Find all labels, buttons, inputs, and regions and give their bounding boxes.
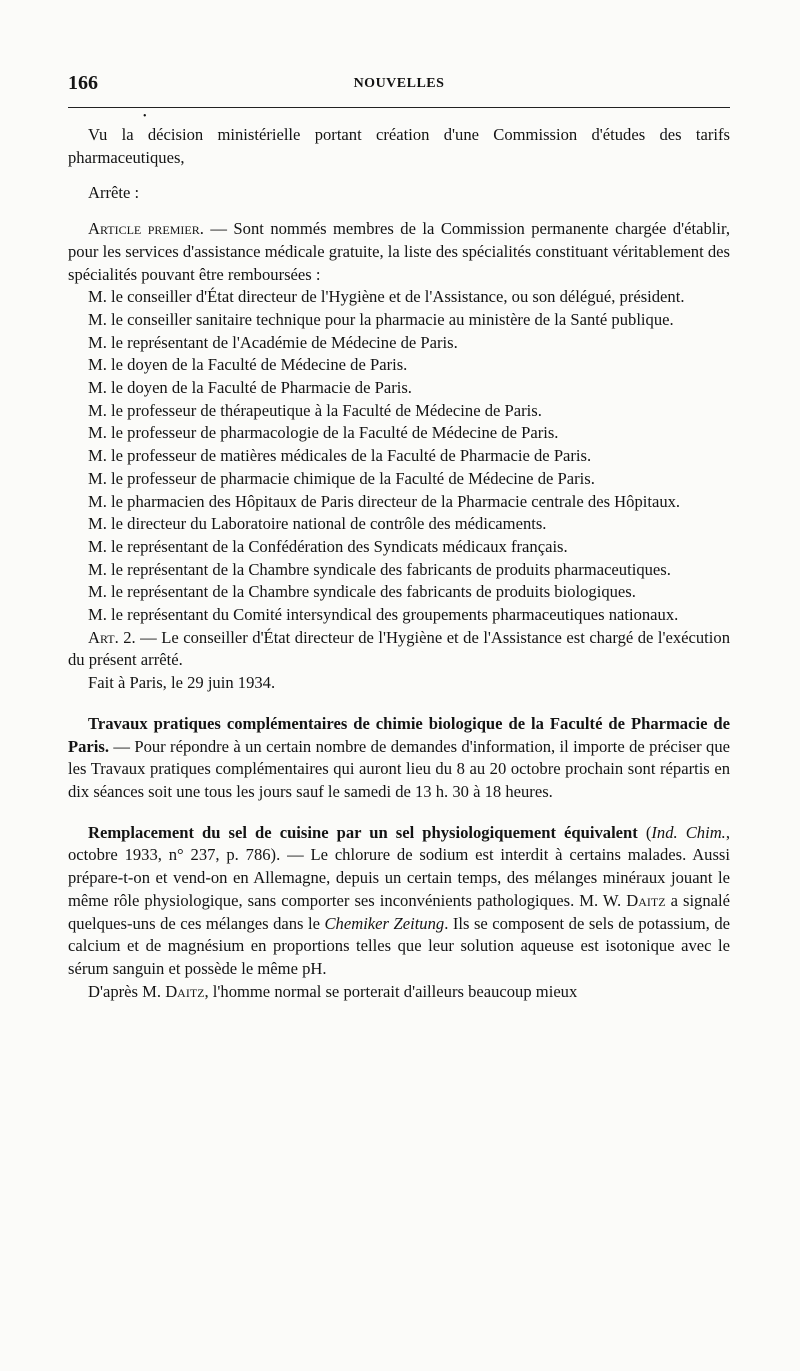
reference-details: , octobre 1933, n° 237, p. 786). — [68, 822, 730, 865]
header-rule — [68, 107, 730, 108]
member-item: M. le représentant de la Chambre syndicale des fabricants de produits biologiques. — [88, 582, 636, 602]
member-item: M. le professeur de thérapeutique à la Faculté de Médecine de Paris. — [88, 400, 542, 420]
member-item: M. le représentant de l'Académie de Médecine de Paris. — [88, 332, 458, 352]
remplacement-heading: Remplacement du sel de cuisine par un sel physiologiquement équivalent — [88, 822, 638, 842]
article-1-label: Article premier. — [88, 219, 204, 239]
daitz-author: Daitz — [165, 981, 205, 1001]
article-2-text: — Le conseiller d'État directeur de l'Hygiène et de l'Assistance est chargé de l'exécution du présent arrêté. — [68, 627, 730, 670]
daitz-text: , l'homme normal se porterait d'ailleurs beaucoup mieux — [204, 981, 578, 1001]
member-item: M. le représentant du Comité intersyndical des groupements pharmaceutiques nationaux. — [88, 605, 679, 625]
member-item: M. le pharmacien des Hôpitaux de Paris directeur de la Pharmacie centrale des Hôpitaux. — [88, 491, 681, 511]
article-1-paragraph — [68, 218, 730, 286]
daitz-intro: D'après M. — [88, 981, 166, 1001]
considerant-paragraph: Vu la décision ministérielle portant création d'une Commission d'études des tarifs pharmaceutiques, — [68, 125, 730, 167]
article-1-text: — Sont nommés membres de la Commission permanente chargée d'établir, pour les services d'assistance médicale gratuite, la liste des spécialités constituant véritablement des spécialités pouvant être remboursées : — [68, 219, 730, 284]
member-item: M. le professeur de pharmacologie de la Faculté de Médecine de Paris. — [88, 423, 559, 443]
remplacement-text-2: a signalé quelques-uns de ces mélanges dans le — [68, 890, 730, 933]
journal-name: Chemiker Zeitung — [324, 913, 445, 933]
members-list — [68, 286, 730, 627]
member-item: M. le conseiller d'État directeur de l'Hygiène et de l'Assistance, ou son délégué, président. — [88, 287, 685, 307]
reference-journal: Ind. Chim. — [651, 822, 726, 842]
member-item: M. le représentant de la Confédération des Syndicats médicaux français. — [88, 536, 568, 556]
signature-line: Fait à Paris, le 29 juin 1934. — [88, 673, 276, 693]
member-item: M. le professeur de matières médicales de la Faculté de Pharmacie de Paris. — [88, 446, 592, 466]
daitz-paragraph — [68, 981, 730, 1004]
member-item: M. le doyen de la Faculté de Médecine de Paris. — [88, 355, 408, 375]
author-name: Daitz — [626, 890, 666, 910]
travaux-paragraph — [68, 713, 730, 804]
article-2-label: Art. 2. — [88, 627, 136, 647]
bullet-mark: • — [143, 111, 147, 122]
remplacement-text-1: — Le chlorure de sodium est interdit à certains malades. Aussi prépare-t-on et vend-on en Allemagne, depuis un certain temps, des mélanges minéraux jouant le même rôle physiologique, sans comporter ses inconvénients pathologiques. M. W. — [68, 845, 730, 910]
travaux-heading: Travaux pratiques complémentaires de chimie biologique de la Faculté de Pharmacie de Paris. — [68, 713, 730, 756]
member-item: M. le directeur du Laboratoire national de contrôle des médicaments. — [88, 514, 547, 534]
arrete-line: Arrête : — [88, 183, 140, 203]
member-item: M. le professeur de pharmacie chimique de la Faculté de Médecine de Paris. — [88, 468, 595, 488]
running-title: NOUVELLES — [353, 76, 445, 91]
member-item: M. le conseiller sanitaire technique pour la pharmacie au ministère de la Santé publique. — [88, 309, 674, 329]
travaux-text: — Pour répondre à un certain nombre de demandes d'information, il importe de préciser que les Travaux pratiques complémentaires qui auront lieu du 8 au 20 octobre prochain sont répartis en dix séances soit une tous les jours sauf le samedi de 13 h. 30 à 18 heures. — [68, 736, 730, 801]
article-2-paragraph — [68, 627, 730, 672]
reference-open: ( — [637, 822, 652, 842]
member-item: M. le doyen de la Faculté de Pharmacie de Paris. — [88, 378, 412, 398]
member-item: M. le représentant de la Chambre syndicale des fabricants de produits pharmaceutiques. — [88, 559, 671, 579]
running-head — [68, 72, 730, 96]
remplacement-text-3: . Ils se composent de sels de potassium, de calcium et de magnésium en proportions telles que leur solution aqueuse est isotonique avec le sérum sanguin et possède le même pH. — [68, 913, 730, 978]
page-number: 166 — [68, 72, 98, 94]
remplacement-paragraph — [68, 822, 730, 981]
body-text — [68, 124, 730, 1003]
